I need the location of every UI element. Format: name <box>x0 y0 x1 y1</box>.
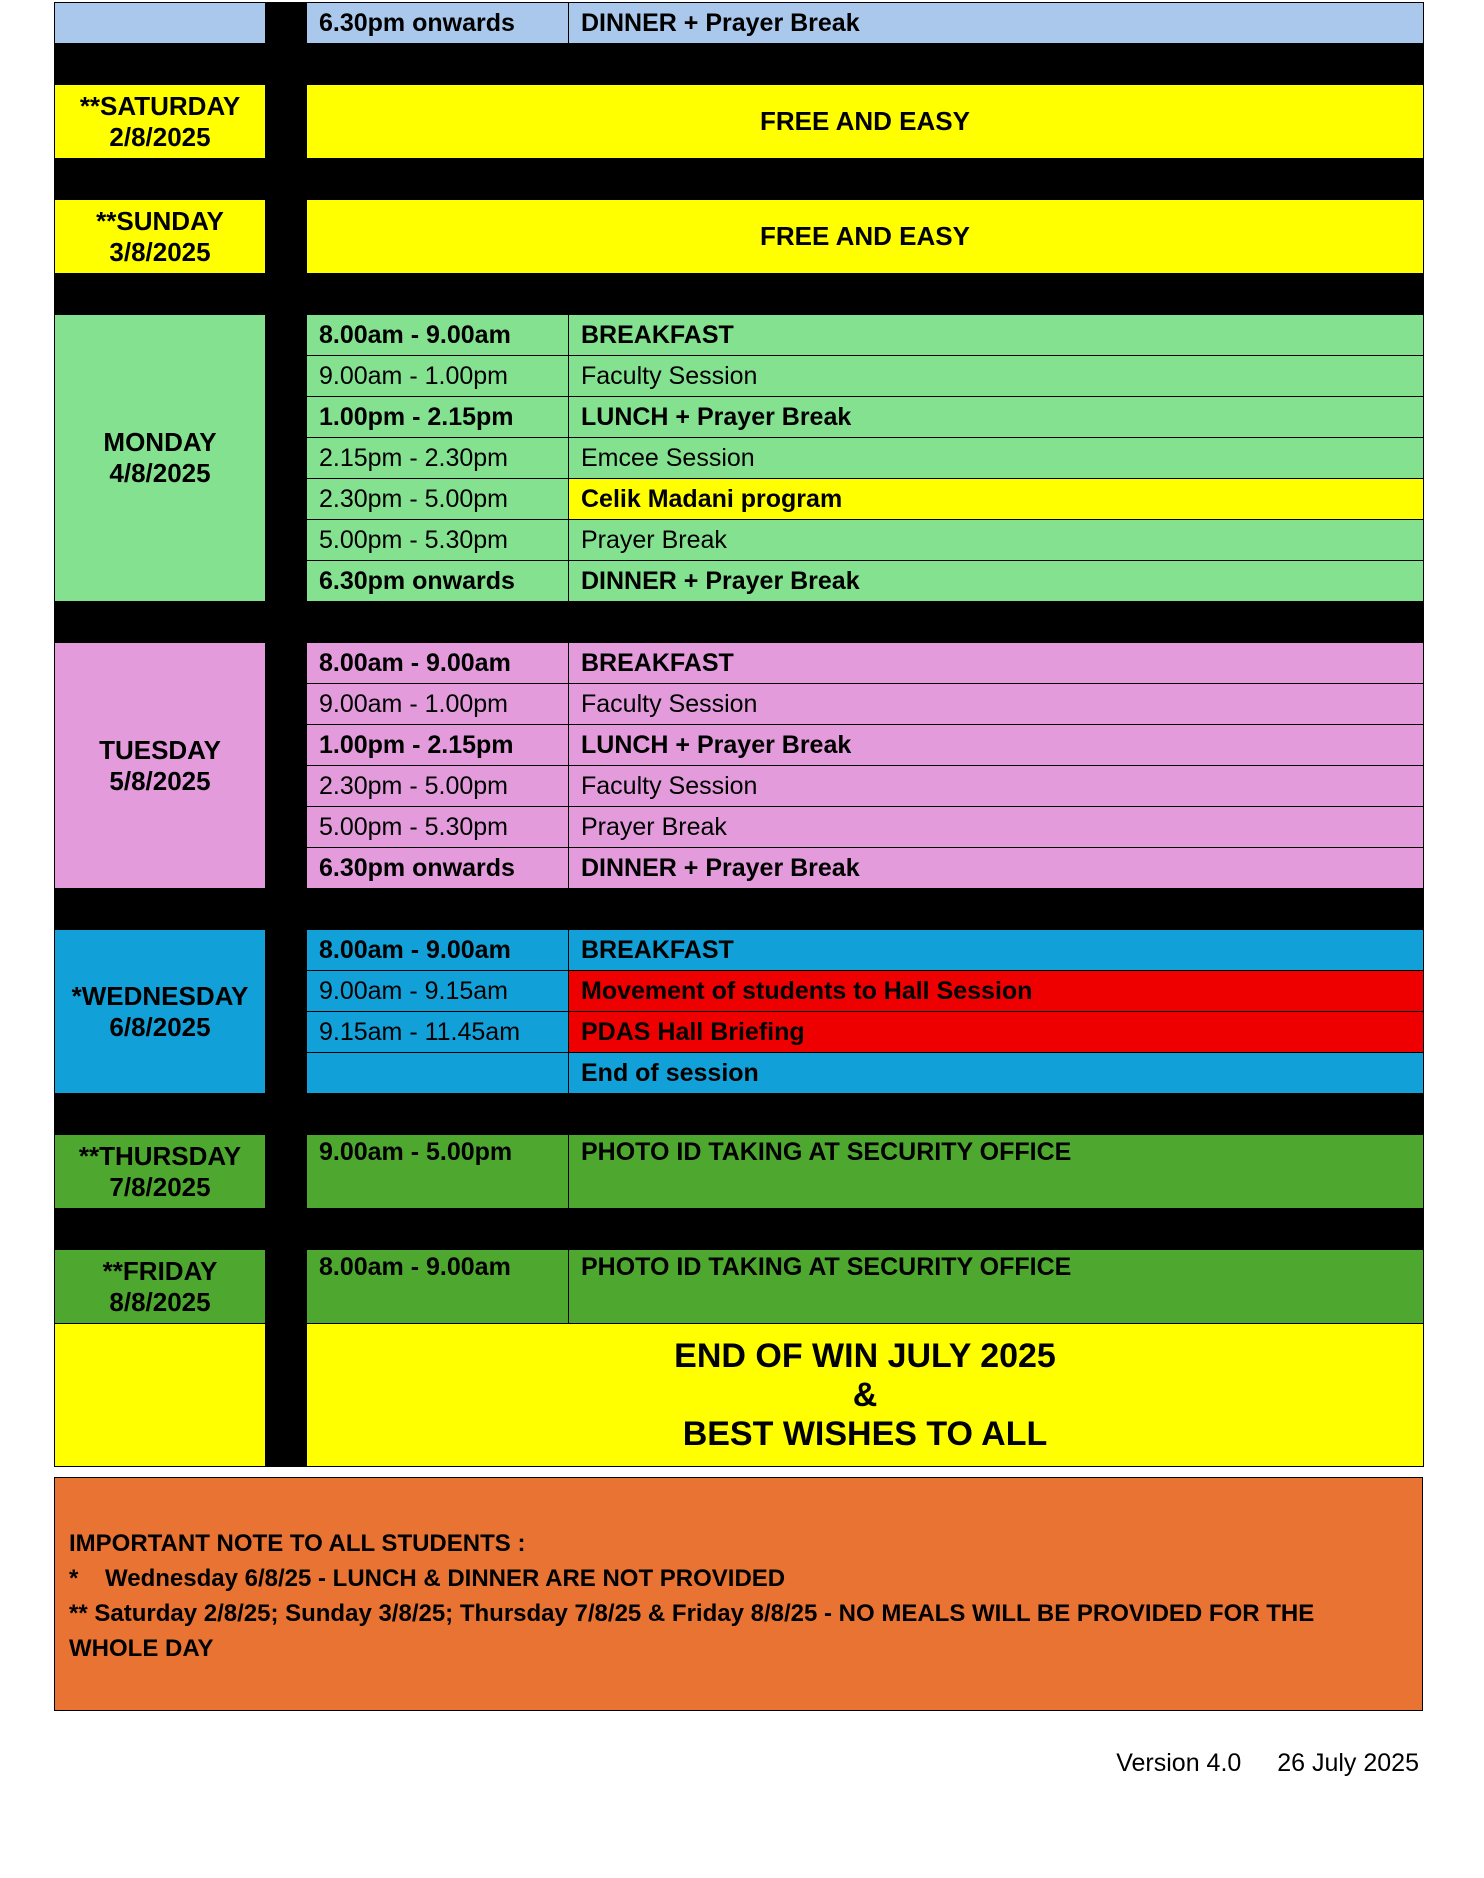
day-label-tuesday <box>55 643 266 889</box>
divider-bar <box>266 1250 307 1324</box>
day-label-sunday <box>55 200 266 274</box>
monday-row <box>55 315 1424 356</box>
divider-bar <box>266 397 307 438</box>
note-line: WHOLE DAY <box>69 1635 214 1662</box>
separator-row <box>55 44 1424 85</box>
day-label-saturday <box>55 85 266 159</box>
divider-bar <box>266 561 307 602</box>
divider-bar <box>266 643 307 684</box>
version-footer <box>1116 1749 1419 1778</box>
divider-bar <box>266 1135 307 1209</box>
schedule-row <box>55 3 1424 44</box>
activity-cell-alert: PDAS Hall Briefing <box>569 1012 1424 1053</box>
separator-row <box>55 889 1424 930</box>
activity-cell: PHOTO ID TAKING AT SECURITY OFFICE <box>569 1250 1424 1324</box>
time-cell: 8.00am - 9.00am <box>307 643 569 684</box>
activity-cell-alert: Movement of students to Hall Session <box>569 971 1424 1012</box>
closing-message <box>307 1324 1424 1467</box>
time-cell: 6.30pm onwards <box>307 848 569 889</box>
day-date: 4/8/2025 <box>109 458 211 488</box>
time-cell: 2.15pm - 2.30pm <box>307 438 569 479</box>
activity-cell: Emcee Session <box>569 438 1424 479</box>
activity-cell: Faculty Session <box>569 684 1424 725</box>
note-title: IMPORTANT NOTE TO ALL STUDENTS : <box>69 1530 526 1557</box>
important-note-box <box>54 1477 1423 1711</box>
divider-bar <box>266 725 307 766</box>
closing-row <box>55 1324 1424 1467</box>
friday-row <box>55 1250 1424 1324</box>
separator-row <box>55 159 1424 200</box>
day-name: TUESDAY <box>99 734 221 765</box>
closing-line: & <box>852 1376 878 1414</box>
divider-bar <box>266 520 307 561</box>
divider-bar <box>266 971 307 1012</box>
note-line: ** Saturday 2/8/25; Sunday 3/8/25; Thursday 7/8/25 & Friday 8/8/25 - NO MEALS WILL BE PROVIDED FOR THE <box>69 1600 1315 1627</box>
activity-cell: FREE AND EASY <box>307 200 1424 274</box>
day-name: MONDAY <box>103 427 217 457</box>
activity-cell: Faculty Session <box>569 356 1424 397</box>
day-date: 8/8/2025 <box>109 1286 211 1317</box>
day-date: 6/8/2025 <box>109 1011 211 1042</box>
activity-cell: End of session <box>569 1053 1424 1094</box>
divider-bar <box>266 3 307 44</box>
day-date: 3/8/2025 <box>109 236 211 267</box>
time-cell: 9.00am - 1.00pm <box>307 356 569 397</box>
divider-bar <box>266 438 307 479</box>
divider-bar <box>266 1324 307 1467</box>
day-name: **SUNDAY <box>96 205 224 236</box>
day-date: 7/8/2025 <box>109 1171 211 1202</box>
thursday-row <box>55 1135 1424 1209</box>
day-label-thursday <box>55 1135 266 1209</box>
time-cell: 8.00am - 9.00am <box>307 930 569 971</box>
day-name: **SATURDAY <box>79 90 241 121</box>
divider-bar <box>266 1053 307 1094</box>
divider-bar <box>266 807 307 848</box>
activity-cell: FREE AND EASY <box>307 85 1424 159</box>
time-cell: 2.30pm - 5.00pm <box>307 766 569 807</box>
activity-cell: DINNER + Prayer Break <box>569 3 1424 44</box>
divider-bar <box>266 766 307 807</box>
version-date: 26 July 2025 <box>1277 1749 1419 1777</box>
saturday-row <box>55 85 1424 159</box>
activity-cell: BREAKFAST <box>569 643 1424 684</box>
time-cell: 5.00pm - 5.30pm <box>307 807 569 848</box>
activity-cell: BREAKFAST <box>569 315 1424 356</box>
time-cell: 8.00am - 9.00am <box>307 1250 569 1324</box>
tuesday-row <box>55 643 1424 684</box>
divider-bar <box>266 930 307 971</box>
sunday-row <box>55 200 1424 274</box>
day-name: *WEDNESDAY <box>71 980 249 1011</box>
time-cell: 2.30pm - 5.00pm <box>307 479 569 520</box>
activity-cell: DINNER + Prayer Break <box>569 848 1424 889</box>
separator-row <box>55 1209 1424 1250</box>
wednesday-row <box>55 930 1424 971</box>
time-cell: 6.30pm onwards <box>307 3 569 44</box>
separator-row <box>55 1094 1424 1135</box>
time-cell: 9.15am - 11.45am <box>307 1012 569 1053</box>
divider-bar <box>266 356 307 397</box>
day-label-friday <box>55 1250 266 1324</box>
day-date: 2/8/2025 <box>109 121 211 152</box>
time-cell <box>307 1053 569 1094</box>
divider-bar <box>266 200 307 274</box>
closing-line: END OF WIN JULY 2025 <box>674 1337 1056 1375</box>
separator-row <box>55 602 1424 643</box>
time-cell: 6.30pm onwards <box>307 561 569 602</box>
schedule-table <box>54 2 1424 1467</box>
day-cell <box>55 1324 266 1467</box>
time-cell: 1.00pm - 2.15pm <box>307 397 569 438</box>
activity-cell: BREAKFAST <box>569 930 1424 971</box>
divider-bar <box>266 85 307 159</box>
day-label-wednesday <box>55 930 266 1094</box>
activity-cell: LUNCH + Prayer Break <box>569 397 1424 438</box>
note-line: * Wednesday 6/8/25 - LUNCH & DINNER ARE NOT PROVIDED <box>69 1565 786 1592</box>
time-cell: 9.00am - 5.00pm <box>307 1135 569 1209</box>
day-date: 5/8/2025 <box>109 765 211 796</box>
day-label-monday <box>55 315 266 602</box>
divider-bar <box>266 1012 307 1053</box>
time-cell: 9.00am - 1.00pm <box>307 684 569 725</box>
version-label: Version 4.0 <box>1116 1749 1242 1777</box>
divider-bar <box>266 684 307 725</box>
activity-cell: Faculty Session <box>569 766 1424 807</box>
time-cell: 1.00pm - 2.15pm <box>307 725 569 766</box>
day-name: **THURSDAY <box>78 1140 242 1171</box>
day-name: **FRIDAY <box>102 1255 218 1286</box>
divider-bar <box>266 848 307 889</box>
separator-row <box>55 274 1424 315</box>
divider-bar <box>266 315 307 356</box>
activity-cell: PHOTO ID TAKING AT SECURITY OFFICE <box>569 1135 1424 1209</box>
day-cell <box>55 3 266 44</box>
activity-cell: LUNCH + Prayer Break <box>569 725 1424 766</box>
activity-cell-highlight: Celik Madani program <box>569 479 1424 520</box>
time-cell: 5.00pm - 5.30pm <box>307 520 569 561</box>
time-cell: 9.00am - 9.15am <box>307 971 569 1012</box>
activity-cell: DINNER + Prayer Break <box>569 561 1424 602</box>
closing-line: BEST WISHES TO ALL <box>682 1415 1048 1453</box>
time-cell: 8.00am - 9.00am <box>307 315 569 356</box>
activity-cell: Prayer Break <box>569 520 1424 561</box>
divider-bar <box>266 479 307 520</box>
activity-cell: Prayer Break <box>569 807 1424 848</box>
